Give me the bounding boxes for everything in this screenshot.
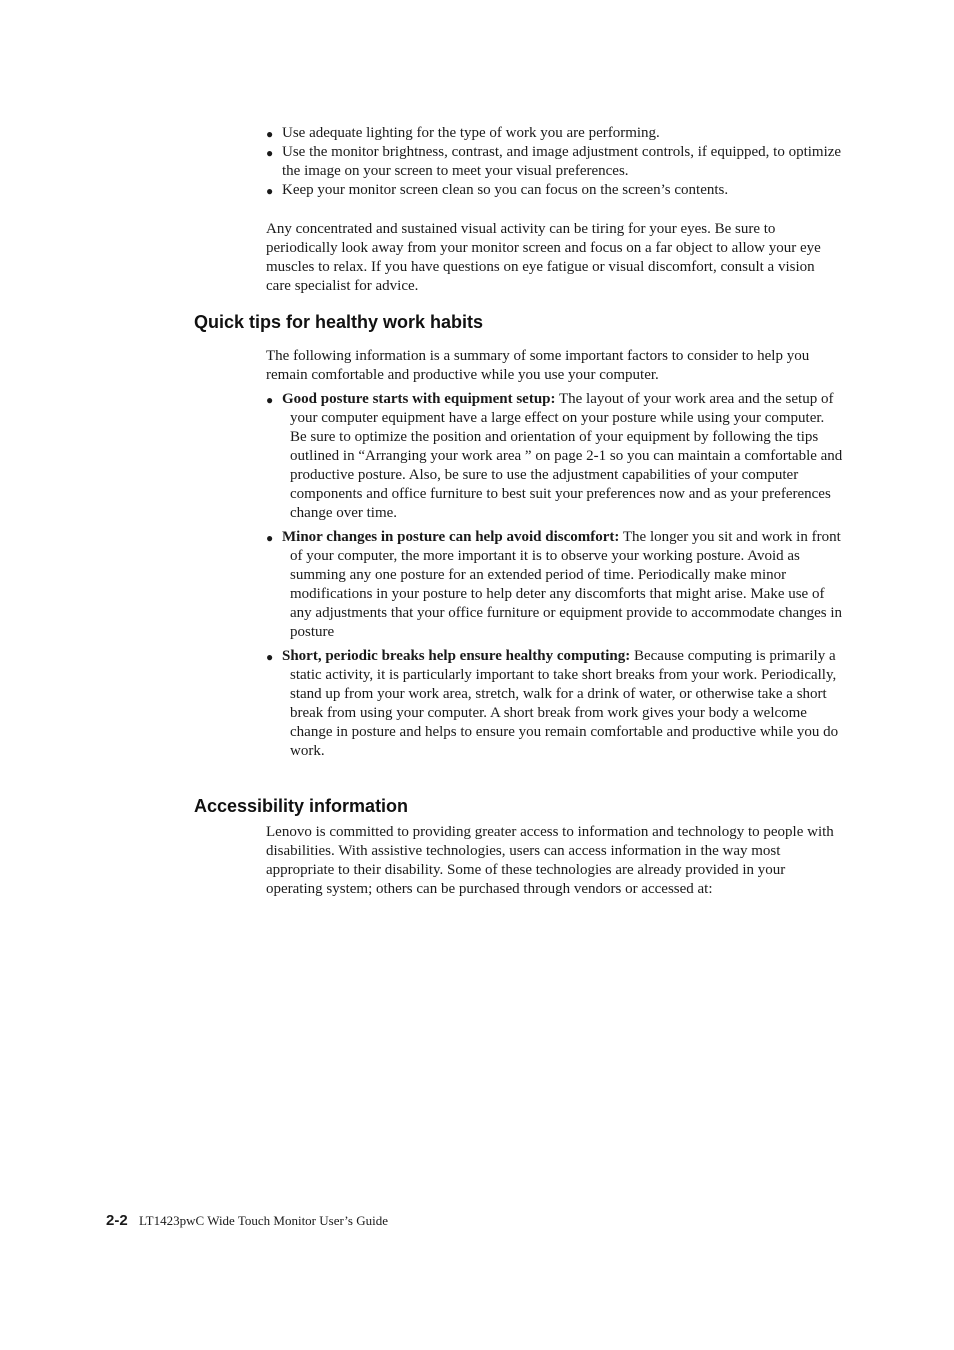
bullet-icon: ●	[266, 393, 274, 407]
list-item	[266, 124, 846, 143]
page-number: 2-2	[106, 1212, 128, 1229]
page-footer	[106, 1211, 388, 1231]
bullet-text: Keep your monitor screen clean so you can focus on the screen’s contents.	[282, 182, 729, 198]
bullet-icon: ●	[266, 146, 274, 160]
tip-lead: Good posture starts with equipment setup:	[282, 391, 556, 407]
eye-care-bullet-list	[266, 124, 846, 200]
bullet-text: Use the monitor brightness, contrast, and image adjustment controls, if equipped, to optimize the image on your screen to meet your visual preferences.	[282, 144, 842, 179]
bullet-text: Use adequate lighting for the type of work you are performing.	[282, 125, 660, 141]
accessibility-paragraph: Lenovo is committed to providing greater access to information and technology to people with disabilities. With assistive technologies, users can access information in the way most appropriate to their disability. Some of these technologies are already provided in your operating system; others can be purchased through vendors or accessed at:	[266, 824, 834, 897]
bullet-icon: ●	[266, 650, 274, 664]
list-item	[266, 390, 844, 523]
list-item	[266, 181, 846, 200]
quick-tips-list	[266, 390, 844, 766]
quick-tips-intro: The following information is a summary of some important factors to consider to help you remain comfortable and productive while you use your computer.	[266, 348, 810, 383]
tip-text: The longer you sit and work in front of your computer, the more important it is to observe your working posture. Avoid as summing any one posture for an extended period of time. Periodically make minor modifications in your posture to help deter any discomforts that might arise. Make use of any adjustments that your office furniture or equipment provide to accommodate changes in posture	[290, 529, 843, 640]
guide-title: LT1423pwC Wide Touch Monitor User’s Guide	[138, 1213, 388, 1228]
quick-tips-heading: Quick tips for healthy work habits	[194, 312, 484, 332]
tip-lead: Minor changes in posture can help avoid discomfort:	[282, 529, 620, 545]
eye-fatigue-paragraph: Any concentrated and sustained visual activity can be tiring for your eyes. Be sure to periodically look away from your monitor screen and focus on a far object to allow your eye muscles to relax. If you have questions on eye fatigue or visual discomfort, consult a vision care specialist for advice.	[266, 221, 821, 294]
tip-lead: Short, periodic breaks help ensure healthy computing:	[282, 648, 631, 664]
bullet-icon: ●	[266, 127, 274, 141]
list-item	[266, 143, 846, 181]
tip-text: Because computing is primarily a static activity, it is particularly important to take short breaks from your work. Periodically, stand up from your work area, stretch, walk for a drink of water, or otherwise take a short break from using your computer. A short break from work gives your body a welcome change in posture and helps to ensure you remain comfortable and productive while you do work.	[290, 648, 839, 759]
tip-text: The layout of your work area and the setup of your computer equipment have a large effect on your posture while using your computer. Be sure to optimize the position and orientation of your equipment by following the tips outlined in “Arranging your work area ” on page 2-1 so you can maintain a comfortable and productive posture. Also, be sure to use the adjustment capabilities of your computer components and office furniture to best suit your preferences now and as your preferences change over time.	[290, 391, 843, 521]
list-item	[266, 647, 844, 761]
accessibility-heading: Accessibility information	[194, 796, 409, 816]
bullet-icon: ●	[266, 184, 274, 198]
bullet-icon: ●	[266, 531, 274, 545]
list-item	[266, 528, 844, 642]
